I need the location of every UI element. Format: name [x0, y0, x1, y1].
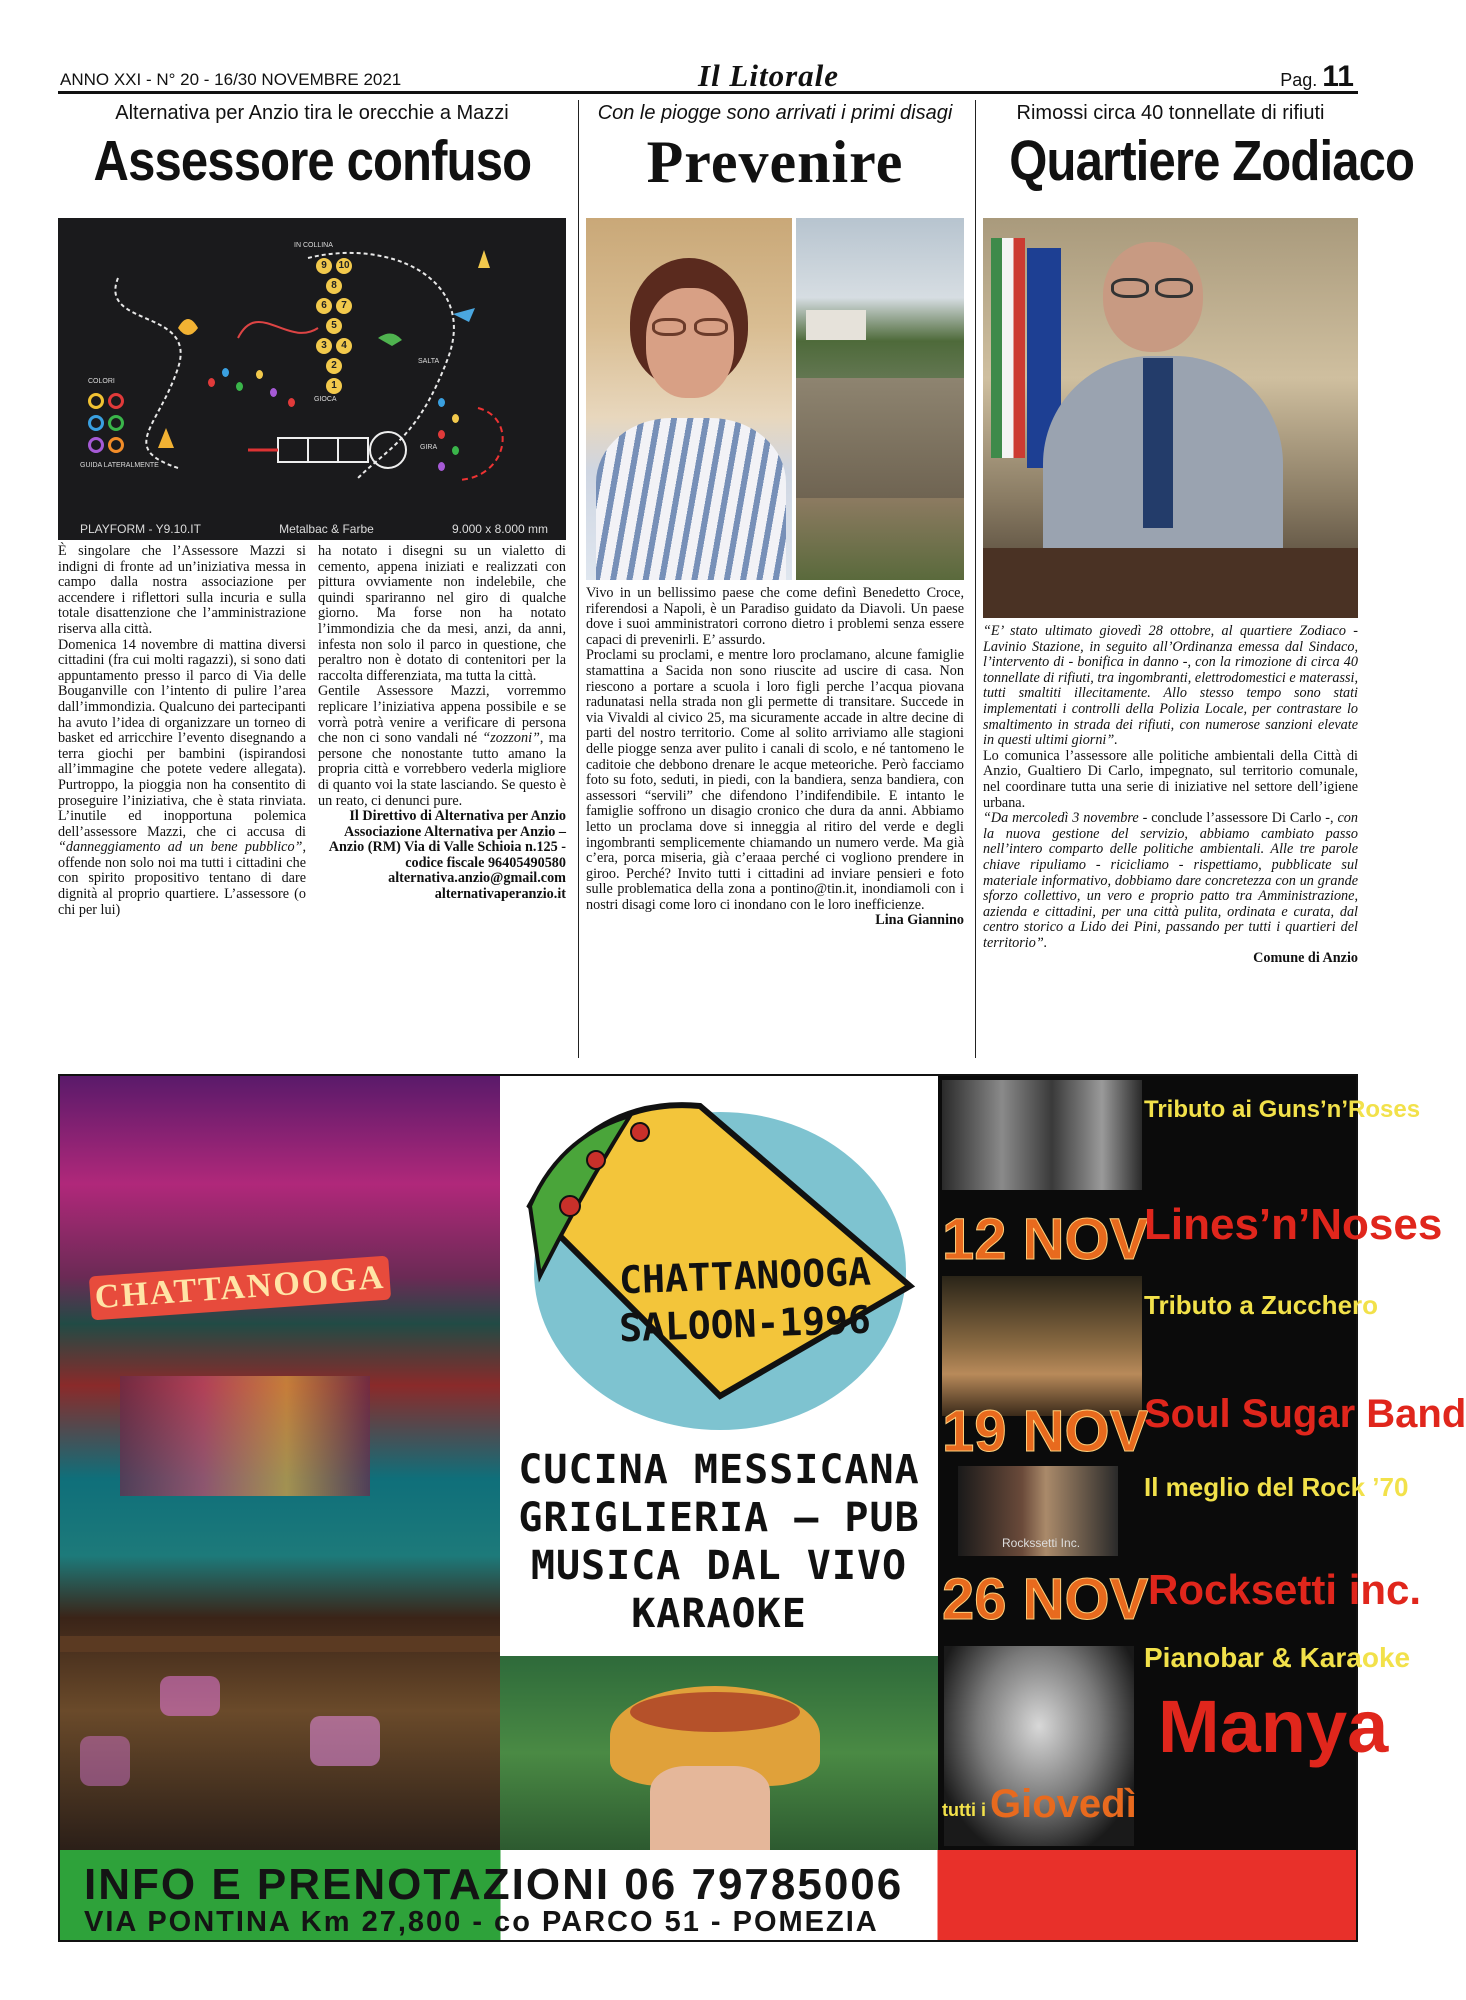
- hopscotch-square: 5: [326, 318, 342, 334]
- kicker: Alternativa per Anzio tira le orecchie a Mazzi: [115, 102, 509, 124]
- footprint: [452, 446, 459, 455]
- assessore-photo: [983, 218, 1358, 618]
- weekly-band: Manya: [1158, 1685, 1389, 1768]
- contact-banner: [60, 1850, 1356, 1940]
- kicker: Con le piogge sono arrivati i primi disagi: [597, 102, 953, 124]
- hopscotch-square: 9: [316, 258, 332, 274]
- article-photos: [586, 218, 964, 580]
- band-photo: [942, 1276, 1142, 1416]
- footprint: [438, 430, 445, 439]
- hopscotch-square: 4: [336, 338, 352, 354]
- article-text-col1: [58, 544, 306, 918]
- logo-subtitle: SALOON-1996: [618, 1297, 872, 1351]
- page-number: [1280, 60, 1354, 94]
- paragraph: [58, 638, 306, 919]
- venue-address: VIA PONTINA Km 27,800 - co PARCO 51 - POMEZIA: [84, 1906, 879, 1938]
- article-quartiere-zodiaco: [983, 100, 1415, 967]
- quote: “Da mercoledì 3 novembre: [983, 810, 1139, 827]
- chattanooga-advertisement: [58, 1074, 1466, 1942]
- ad-events-panel: [938, 1076, 1466, 1850]
- event-band: Lines’n’Noses: [1144, 1200, 1443, 1249]
- glass-shape: [310, 1716, 380, 1766]
- text-run: , ma persone che nonostante tutto amano la propria città e vorrebbero vederla migliore di quanto voi la state lasciando. Se questo è un reato, ci denunci pure.: [318, 730, 566, 809]
- article-text: [983, 624, 1358, 967]
- footprint: [236, 382, 243, 391]
- footprint: [452, 414, 459, 423]
- page-number-value: 11: [1322, 60, 1354, 93]
- quote: con la nuova gestione del servizio, abbiamo cambiato passo nell’intero comparto delle politiche ambientali. Alle tre parole chiave ripuliamo - ricicliamo - rispettiamo, pubblicate sul materiale informativo, dobbiamo dare concretezza con un grande sforzo collettivo, un vero e proprio patto tra Amministrazione, azienda e cittadini, per una città pulita, ordinata e curata, dal centro storico a Lido dei Pini, passando per tutti i quartieri del territorio”.: [983, 810, 1358, 951]
- footprint: [288, 398, 295, 407]
- play-label: GIRA: [420, 444, 438, 451]
- hopscotch-square: 2: [326, 358, 342, 374]
- headline: Quartiere Zodiaco: [1009, 129, 1415, 193]
- color-ring: [88, 415, 104, 431]
- paragraph: [318, 684, 566, 809]
- hopscotch-square: 10: [336, 258, 352, 274]
- hopscotch-square: 3: [316, 338, 332, 354]
- footprint: [270, 388, 277, 397]
- play-label: GIOCA: [314, 396, 337, 403]
- glasses-icon: [652, 318, 686, 336]
- italian-flag: [991, 238, 1025, 458]
- logo-title: CHATTANOOGA: [618, 1249, 872, 1303]
- paragraph: ha notato i disegni su un vialetto di cemento, appena iniziati e realizzati con pittura ovviamente non indelebile, che quindi spariranno nel giro di qualche giorno. Ma forse non ha notato l’immondizia che da mesi, anzi, da anni, infesta non solo il parco in questione, che peraltro non è dotato di contenitori per la raccolta differenziata, ma tutta la città.: [318, 543, 566, 684]
- event-band: Rocksetti inc.: [1148, 1566, 1422, 1613]
- hand-shape: [650, 1766, 770, 1850]
- ad-center-panel: [500, 1076, 938, 1850]
- article-text-col2: [318, 544, 566, 918]
- hopscotch-square: 8: [326, 278, 342, 294]
- photo-caption: Rockssetti Inc.: [1002, 1536, 1081, 1550]
- event-tribute: Tributo a Zucchero: [1144, 1290, 1379, 1320]
- taco-hand-photo: [500, 1656, 938, 1850]
- event-tribute: Il meglio del Rock ’70: [1144, 1472, 1409, 1502]
- weekly-label: Pianobar & Karaoke: [1144, 1642, 1411, 1673]
- booking-phone: INFO E PRENOTAZIONI 06 79785006: [84, 1860, 904, 1909]
- color-ring: [88, 393, 104, 409]
- event-date: 19 NOV: [942, 1399, 1149, 1464]
- kicker: Rimossi circa 40 tonnellate di rifiuti: [1016, 102, 1325, 124]
- text-run: , offende non solo noi ma tutti i cittadini che con spirito propositivo tentano di dare dignità al proprio quartiere. L’assessore (o chi per lui): [58, 839, 306, 918]
- event-date: 26 NOV: [942, 1567, 1149, 1632]
- caption-project: PLAYFORM - Y9.10.IT: [80, 522, 201, 536]
- newspaper-name: Il Litorale: [698, 58, 840, 93]
- color-ring: [108, 415, 124, 431]
- portrait-photo: [586, 218, 792, 580]
- color-ring: [88, 437, 104, 453]
- signature: Lina Giannino: [875, 912, 964, 929]
- menu-item: MUSICA DAL VIVO: [530, 1543, 908, 1589]
- quote-paragraph: [983, 624, 1358, 749]
- event-date: 12 NOV: [942, 1207, 1149, 1272]
- column-divider: [578, 100, 579, 1058]
- bar-shelf: [120, 1376, 370, 1496]
- play-label: IN COLLINA: [294, 242, 333, 249]
- page-label: Pag.: [1280, 70, 1318, 90]
- article-assessore-confuso: [58, 100, 566, 918]
- footprint: [208, 378, 215, 387]
- taco-filling: [630, 1692, 800, 1732]
- color-ring: [108, 393, 124, 409]
- hopscotch-square: 1: [326, 378, 342, 394]
- website[interactable]: alternativaperanzio.it: [434, 886, 566, 903]
- article-prevenire: [586, 100, 964, 929]
- play-label: GUIDA LATERALMENTE: [80, 462, 159, 469]
- caption-size: 9.000 x 8.000 mm: [451, 522, 548, 536]
- menu-item: GRIGLIERIA – PUB: [518, 1495, 920, 1541]
- color-ring: [108, 437, 124, 453]
- glasses-icon: [1111, 278, 1149, 298]
- menu-item: CUCINA MESSICANA: [518, 1447, 920, 1493]
- weekly-prefix: tutti i: [942, 1800, 986, 1820]
- quote: “E’ stato ultimato giovedì 28 ottobre, al quartiere Zodiaco - Lavinio Stazione, in seguito all’Ordinanza emessa dal Sindaco, l’intervento di - bonifica in danno -, con la rimozione di circa 40 tonnellate di rifiuti, tra ingombranti, elettrodomestici e materassi, tutti smaltiti illecitamente. Allo stesso tempo sono stati implementati i controlli della Polizia Locale, per contrastare lo smaltimento in strada dei rifiuti, con numerose sanzioni elevate in questi ultimi giorni”.: [983, 623, 1358, 749]
- event-tribute: Tributo ai Guns’n’Roses: [1144, 1096, 1421, 1123]
- paragraph: Proclami su proclami, e mentre loro proclamano, alcune famiglie stamattina a Sacida non sono riuscite ad uscire di casa. Non riescono a portare a scuola i loro figli perche l’acqua piovana radunatasi nella strada non gli permette di transitare. Succede in via Vivaldi al civico 25, ma sicuramente accade in altre decine di parti del nostro territorio. Come al solito arriviamo alle stagioni delle piogge senza aver pulito i canali di scolo, e né tantomeno le caditoie che debbono drenare le acque meteoriche. Però facciamo foto su foto, seduti, in piedi, con la bandiera, senza bandiera, con assessori “servili” che difendono l’indifendibile. E intanto le famiglie soffrono un disagio cronico che dura da anni. Abbiamo letto un proclama dove si inneggia al ritiro del verde e degli ingombranti semplicemente chiamando un numero verde. Ma già c’era, porca miseria, già c’eraaa perché ci vogliono prendere in giroo. Perché? Invito tutti i cittadini ad inviare pensieri e foto sulle problematica della zona a pontino@tin.it, inondiamoli con i nostri disagi come loro ci inondano con le loro inefficienze.: [586, 647, 964, 913]
- glasses-icon: [694, 318, 728, 336]
- playground-illustration: [58, 218, 566, 518]
- paragraph: Vivo in un bellissimo paese che come definì Benedetto Croce, riferendosi a Napoli, è un Paradiso guidato da Diavoli. Un paese dove i suoi amministratori corrono dietro i problemi senza essere capaci di prevenirli. E’ assurdo.: [586, 585, 964, 648]
- issue-date: ANNO XXI - N° 20 - 16/30 NOVEMBRE 2021: [60, 70, 402, 89]
- column-divider: [975, 100, 976, 1058]
- house-shape: [806, 310, 866, 340]
- headline: Assessore confuso: [93, 129, 532, 193]
- association-details: Associazione Alternativa per Anzio – Anzio (RM) Via di Valle Schioia n.125 - codice fiscale 96405490580: [328, 823, 566, 871]
- text-run: Gentile Assessore Mazzi, vorremmo replicare l’iniziativa appena possibile e se vorrà potrà venire a verificare di persona che non ci sono vandali né: [318, 683, 566, 747]
- text-run: - conclude l’assessore Di Carlo -,: [1138, 810, 1338, 827]
- saloon-interior-photo: [60, 1076, 500, 1850]
- glasses-icon: [1155, 278, 1193, 298]
- article-text: [586, 586, 964, 929]
- play-label: COLORI: [88, 378, 115, 385]
- masthead: [58, 58, 1358, 94]
- signature: Comune di Anzio: [1253, 950, 1358, 967]
- tie-shape: [1143, 358, 1173, 528]
- band-photo: [942, 1080, 1142, 1190]
- hopscotch-square: 6: [316, 298, 332, 314]
- weekly-day: Giovedì: [990, 1782, 1137, 1826]
- glass-shape: [160, 1676, 220, 1716]
- saloon-sign: CHATTANOOGA: [89, 1256, 391, 1321]
- quote: “danneggiamento ad un bene pubblico”: [58, 839, 303, 856]
- text-run: Domenica 14 novembre di mattina diversi cittadini (fra cui molti ragazzi), si sono dati appuntamento presso il parco di Via delle Bouganville con l’intento di pulire l’area dall’immondizia. Qualcuno dei partecipanti ha avuto l’idea di organizzare un torneo di basket ed arricchire l’evento disegnando a terra giochi per bambini (ispirandosi all’immagine che potete vedere allegata). Purtroppo, la pioggia non ha consentito di proseguire l’iniziativa, che è stata rinviata. L’inutile ed inopportuna polemica dell’assessore Mazzi, che ci accusa di: [58, 636, 306, 840]
- desk-shape: [983, 548, 1358, 618]
- footprint: [438, 398, 445, 407]
- image-caption: [58, 518, 566, 540]
- flooded-street-photo: [796, 218, 964, 580]
- glass-shape: [80, 1736, 130, 1786]
- band-photo: [958, 1466, 1118, 1556]
- playground-design-image: [58, 218, 566, 540]
- hopscotch-square: 7: [336, 298, 352, 314]
- footprint: [256, 370, 263, 379]
- flood-water: [796, 378, 964, 498]
- quote: “zozzoni”: [482, 730, 540, 747]
- footprint: [222, 368, 229, 377]
- striped-shirt: [596, 418, 786, 580]
- table-edge: [60, 1636, 500, 1652]
- event-band: Soul Sugar Band: [1144, 1392, 1466, 1436]
- play-label: SALTA: [418, 358, 440, 365]
- paragraph: [983, 811, 1358, 951]
- headline: Prevenire: [646, 129, 904, 195]
- paragraph: Lo comunica l’assessore alle politiche ambientali della Città di Anzio, Gualtiero Di Carlo, impegnato, sul territorio comunale, nel coordinare tutta una serie di iniziative nel settore dell’igiene urbana.: [983, 747, 1358, 811]
- signature: Il Direttivo di Alternativa per Anzio: [349, 808, 566, 825]
- menu-item: KARAOKE: [631, 1591, 807, 1637]
- face-shape: [646, 288, 734, 398]
- email[interactable]: alternativa.anzio@gmail.com: [388, 870, 566, 887]
- footprint: [438, 462, 445, 471]
- paragraph: È singolare che l’Assessore Mazzi si indigni di fronte ad un’iniziativa messa in campo dalla nostra associazione per accendere i riflettori sulla incuria e sulla totale disattenzione che l’amministrazione riserva alla città.: [58, 543, 306, 637]
- caption-maker: Metalbac & Farbe: [279, 522, 374, 536]
